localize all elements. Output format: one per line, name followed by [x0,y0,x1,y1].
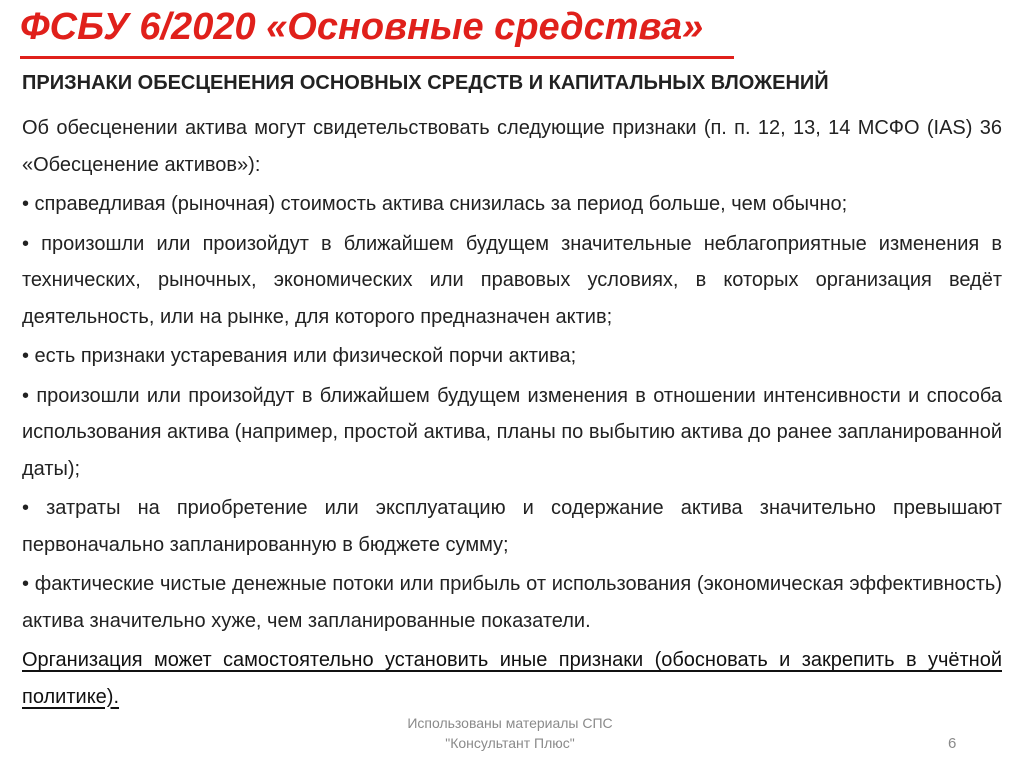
conclusion-paragraph [22,642,1002,715]
bullet-item: • произошли или произойдут в ближайшем будущем изменения в отношении интенсивности и способа использования актива (например, простой актива, планы по выбытию актива до ранее запланированной даты); [22,384,1002,480]
bullet-item: • справедливая (рыночная) стоимость актива снизилась за период больше, чем обычно; [22,193,848,215]
title-underline [20,56,734,59]
conclusion-text: Организация может самостоятельно установить иные признаки (обосновать и закрепить в учётной политике). [22,649,1002,708]
bullet-item: • затраты на приобретение или эксплуатацию и содержание актива значительно превышают первоначально запланированную в бюджете сумму; [22,497,1002,556]
bullet-item: • фактические чистые денежные потоки или прибыль от использования (экономическая эффективность) актива значительно хуже, чем запланированные показатели. [22,573,1002,632]
source-note [340,713,680,753]
slide-body [22,110,1002,718]
bullet-item: • произошли или произойдут в ближайшем будущем значительные неблагоприятные изменения в технических, рыночных, экономических или правовых условиях, в которых организация ведёт деятельность, или на рынке, для которого предназначен актив; [22,232,1002,328]
source-line: "Консультант Плюс" [445,735,575,751]
slide-subtitle: ПРИЗНАКИ ОБЕСЦЕНЕНИЯ ОСНОВНЫХ СРЕДСТВ И КАПИТАЛЬНЫХ ВЛОЖЕНИЙ [22,72,829,94]
slide-title: ФСБУ 6/2020 «Основные средства» [20,6,704,48]
bullet-item: • есть признаки устаревания или физической порчи актива; [22,345,577,367]
page-number: 6 [948,735,957,752]
source-line: Использованы материалы СПС [407,715,613,731]
intro-paragraph: Об обесценении актива могут свидетельствовать следующие признаки (п. п. 12, 13, 14 МСФО (IAS) 36 «Обесценение активов»): [22,117,1002,176]
